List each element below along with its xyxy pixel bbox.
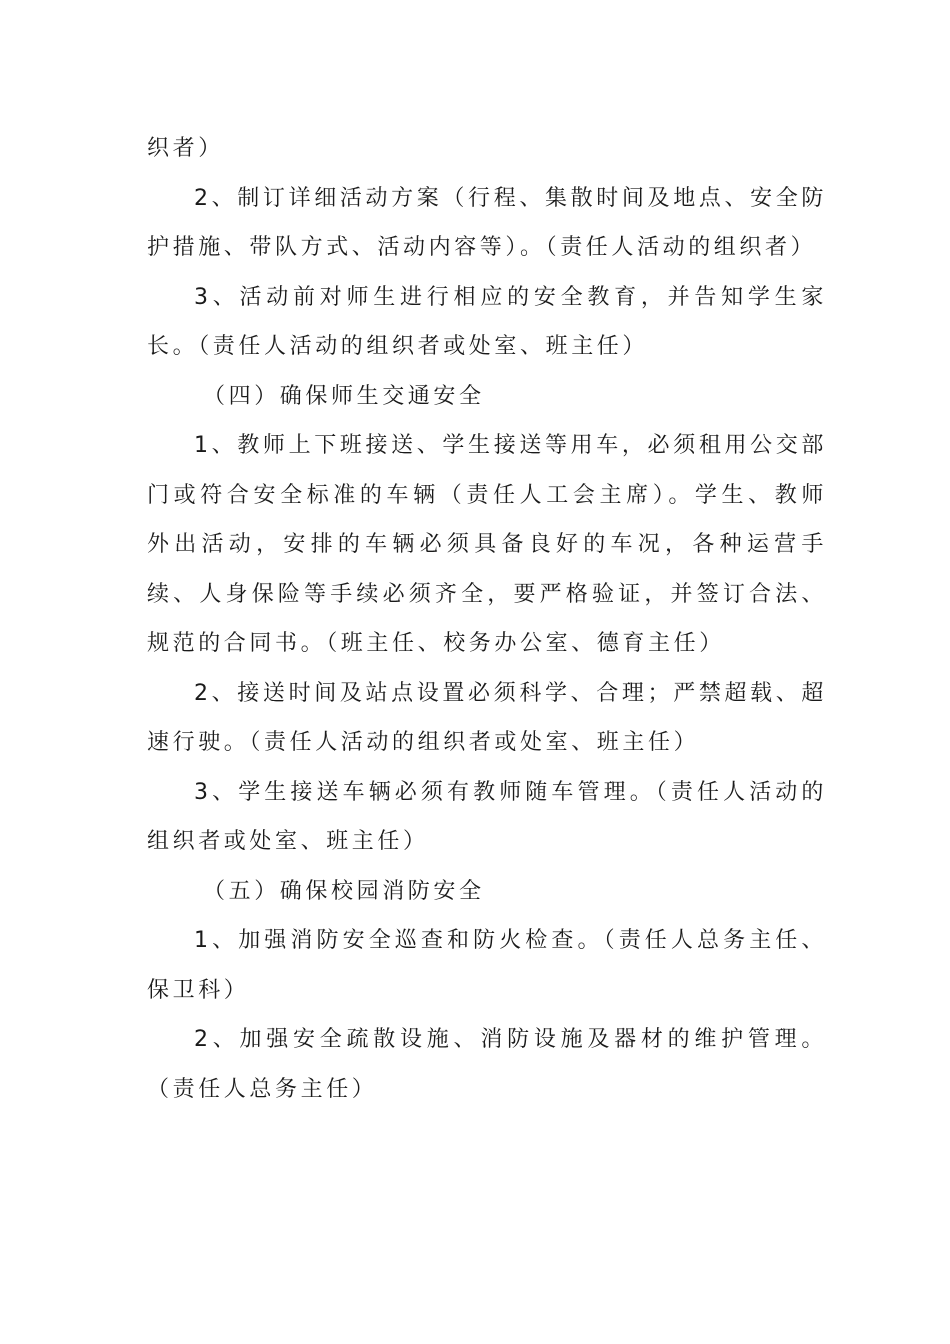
paragraph-item-2-maintenance: 2、加强安全疏散设施、消防设施及器材的维护管理。（责任人总务主任） [147,1027,827,1102]
section-heading-traffic-safety: （四）确保师生交通安全 [203,383,485,409]
section-heading-fire-safety: （五）确保校园消防安全 [203,878,485,904]
document-body [147,124,827,1114]
paragraph-item-3-education: 3、活动前对师生进行相应的安全教育，并告知学生家长。（责任人活动的组织者或处室、班主任） [147,284,827,359]
paragraph-item-1-inspection: 1、加强消防安全巡查和防火检查。（责任人总务主任、保卫科） [147,928,827,1003]
paragraph-item-3-supervision: 3、学生接送车辆必须有教师随车管理。（责任人活动的组织者或处室、班主任） [147,779,827,854]
paragraph-item-2-plan: 2、制订详细活动方案（行程、集散时间及地点、安全防护措施、带队方式、活动内容等）。（责任人活动的组织者） [147,185,827,260]
paragraph-item-1-vehicles: 1、教师上下班接送、学生接送等用车，必须租用公交部门或符合安全标准的车辆（责任人工会主席）。学生、教师外出活动，安排的车辆必须具备良好的车况，各种运营手续、人身保险等手续必须齐全，要严格验证，并签订合法、规范的合同书。（班主任、校务办公室、德育主任） [147,433,827,656]
paragraph-item-2-schedule: 2、接送时间及站点设置必须科学、合理；严禁超载、超速行驶。（责任人活动的组织者或处室、班主任） [147,680,827,755]
paragraph-continuation: 织者） [147,136,224,161]
